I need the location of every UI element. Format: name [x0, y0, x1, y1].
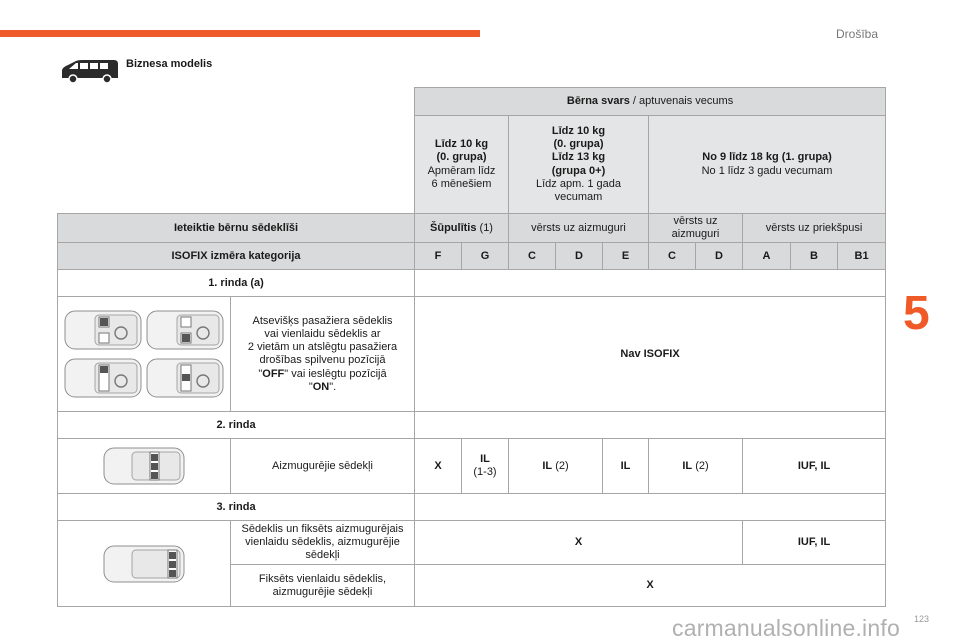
row2-value: IL (1-3) — [462, 439, 509, 494]
row3-title: 3. rinda — [58, 494, 415, 521]
cradle-cell: Šūpulītis (1) — [415, 214, 509, 243]
van-side-icon — [60, 58, 120, 84]
row2-value: IL — [603, 439, 649, 494]
watermark: carmanualsonline.info — [672, 615, 900, 640]
bench-seat-car-icon — [145, 355, 225, 401]
rear-seats-car-icon — [102, 446, 186, 486]
row2-title: 2. rinda — [58, 412, 415, 439]
size-class: D — [556, 243, 603, 270]
chapter-number: 5 — [903, 287, 930, 340]
row2-value: X — [415, 439, 462, 494]
size-class: F — [415, 243, 462, 270]
size-class: C — [649, 243, 696, 270]
row3-value-a: X — [415, 521, 743, 565]
weight-header: Bērna svars / aptuvenais vecums — [415, 88, 886, 116]
row2-diagram — [58, 439, 231, 494]
size-class: C — [509, 243, 556, 270]
row2-value: IUF, IL — [743, 439, 886, 494]
third-row-car-icon — [102, 544, 186, 584]
row2-value: IL (2) — [509, 439, 603, 494]
size-class: G — [462, 243, 509, 270]
row3-value-a: IUF, IL — [743, 521, 886, 565]
row1-diagrams — [58, 297, 231, 412]
rear-facing-cell: vērsts uz aizmuguri — [509, 214, 649, 243]
group-0plus-header: Līdz 10 kg (0. grupa) Līdz 13 kg (grupa 0+) Līdz apm. 1 gada vecumam — [509, 116, 649, 214]
size-class: B1 — [838, 243, 886, 270]
row1-description: Atsevišķs pasažiera sēdeklis vai vienlaidu sēdeklis ar 2 vietām un atslēgtu pasažiera drošības spilvenu pozīcijā "OFF" vai ieslēgtu pozīcijā "ON". — [231, 297, 415, 412]
bench-seat-car-icon — [63, 355, 143, 401]
front-seat-car-icon — [145, 307, 225, 353]
row1-value: Nav ISOFIX — [415, 297, 886, 412]
size-class: B — [791, 243, 838, 270]
size-class: D — [696, 243, 743, 270]
row2-value: IL (2) — [649, 439, 743, 494]
group-0-header: Līdz 10 kg (0. grupa) Apmēram līdz 6 mēnešiem — [415, 116, 509, 214]
recommended-seats-label: Ieteiktie bērnu sēdeklīši — [58, 214, 415, 243]
group-1-header: No 9 līdz 18 kg (1. grupa) No 1 līdz 3 gadu vecumam — [649, 116, 886, 214]
row3-description-a: Sēdeklis un fiksēts aizmugurējais vienlaidu sēdeklis, aizmugurējie sēdekļi — [231, 521, 415, 565]
size-class: E — [603, 243, 649, 270]
accent-bar — [0, 30, 480, 37]
rear-facing-cell-2: vērsts uz aizmuguri — [649, 214, 743, 243]
row3-value-b: X — [415, 565, 886, 607]
forward-facing-cell: vērsts uz priekšpusi — [743, 214, 886, 243]
row3-description-b: Fiksēts vienlaidu sēdeklis, aizmugurējie sēdekļi — [231, 565, 415, 607]
row1-title: 1. rinda (a) — [58, 270, 415, 297]
page-number: 123 — [914, 614, 930, 624]
size-class: A — [743, 243, 791, 270]
front-seat-car-icon — [63, 307, 143, 353]
isofix-size-label: ISOFIX izmēra kategorija — [58, 243, 415, 270]
model-label: Biznesa modelis — [126, 58, 213, 70]
row3-diagram — [58, 521, 231, 607]
child-seat-table — [57, 87, 886, 607]
row2-description: Aizmugurējie sēdekļi — [231, 439, 415, 494]
section-name: Drošība — [836, 27, 879, 41]
